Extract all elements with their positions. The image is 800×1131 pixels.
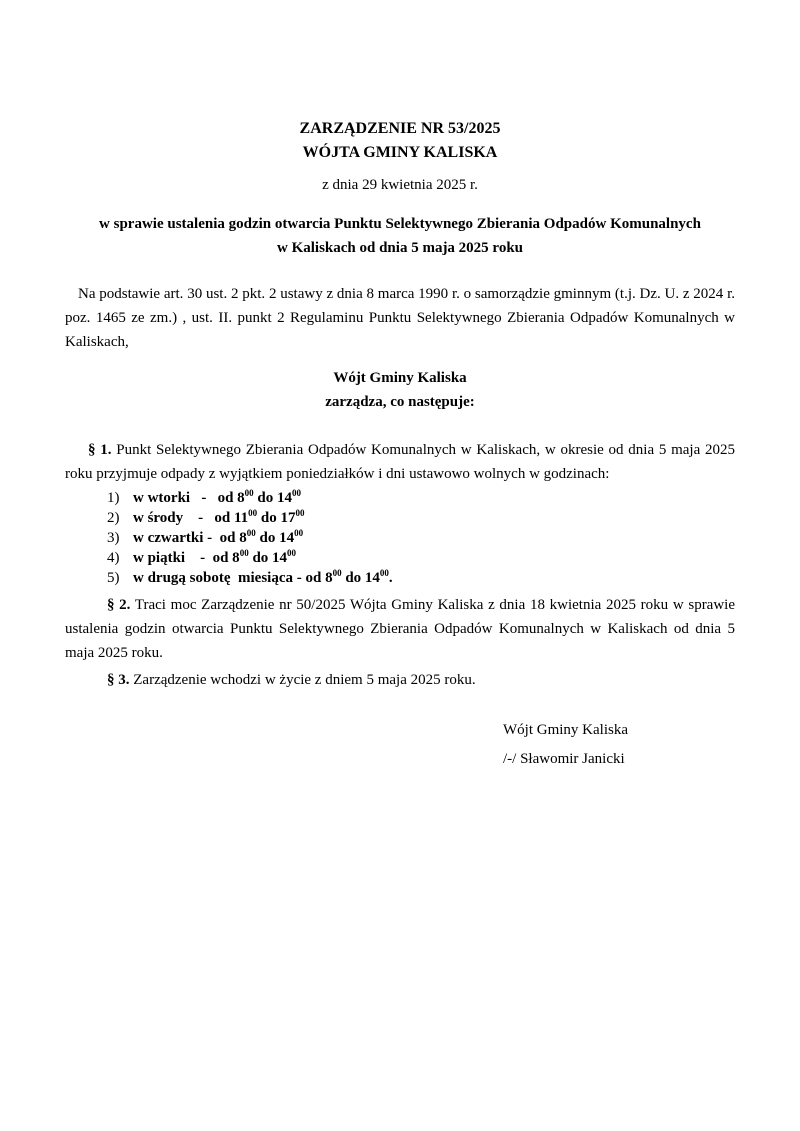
document-subject-line1: w sprawie ustalenia godzin otwarcia Punktu Selektywnego Zbierania Odpadów Komunalnych [99, 216, 701, 232]
hour-superscript: 00 [239, 548, 249, 558]
document-subject [65, 212, 735, 260]
schedule-item-tuesday [107, 488, 735, 508]
hour-superscript: 00 [295, 508, 305, 518]
section-3-number: § 3. [107, 672, 130, 688]
signature-block [503, 718, 735, 771]
section-2-number: § 2. [107, 597, 131, 613]
schedule-item-thursday [107, 528, 735, 548]
section-3-paragraph [65, 668, 735, 692]
section-1-number: § 1. [88, 442, 112, 458]
resolution-intro [65, 366, 735, 414]
document-date: z dnia 29 kwietnia 2025 r. [322, 177, 478, 193]
schedule-item-marker: 4) [107, 550, 120, 566]
schedule-item-wednesday [107, 508, 735, 528]
resolution-intro-line1: Wójt Gminy Kaliska [333, 370, 467, 386]
schedule-item-marker: 1) [107, 490, 120, 506]
schedule-item-marker: 2) [107, 510, 120, 526]
signature-title: Wójt Gminy Kaliska [503, 722, 628, 738]
document-title-line1: ZARZĄDZENIE NR 53/2025 [299, 120, 501, 137]
schedule-item-second-saturday [107, 568, 735, 588]
hour-superscript: 00 [287, 548, 297, 558]
schedule-item-marker: 3) [107, 530, 120, 546]
section-1-paragraph [65, 438, 735, 486]
document-title-line2: WÓJTA GMINY KALISKA [302, 144, 498, 161]
section-3-text: Zarządzenie wchodzi w życie z dniem 5 maja 2025 roku. [129, 672, 476, 688]
hour-superscript: 00 [246, 528, 256, 538]
schedule-item-text: w czwartki - od $8^{00}$ do $14^{00}$ [133, 528, 304, 546]
signature-name: /-/ Sławomir Janicki [503, 751, 625, 767]
schedule-item-marker: 5) [107, 570, 120, 586]
schedule-item-text: w piątki - od $8^{00}$ do $14^{00}$ [133, 548, 297, 566]
hour-superscript: 00 [292, 488, 302, 498]
hour-superscript: 00 [332, 568, 342, 578]
legal-basis-paragraph: Na podstawie art. 30 ust. 2 pkt. 2 ustawy z dnia 8 marca 1990 r. o samorządzie gminnym (t.j. Dz. U. z 2024 r. poz. 1465 ze zm.) , ust. II. punkt 2 Regulaminu Punktu Selektywnego Zbierania Odpadów Komunalnych w Kaliskach, [65, 286, 735, 350]
schedule-item-friday [107, 548, 735, 568]
document-subject-line2: w Kaliskach od dnia 5 maja 2025 roku [276, 240, 524, 256]
schedule-item-text: w wtorki - od $8^{00}$ do $14^{00}$ [133, 488, 302, 506]
schedule-item-text: w środy - od $11^{00}$ do $17^{00}$ [133, 508, 305, 526]
section-2-paragraph [65, 593, 735, 665]
document-title [65, 117, 735, 165]
hour-superscript: 00 [294, 528, 304, 538]
hour-superscript: 00 [244, 488, 254, 498]
hour-superscript: 00 [248, 508, 258, 518]
section-1-text: Punkt Selektywnego Zbierania Odpadów Komunalnych w Kaliskach, w okresie od dnia 5 maja 2025 roku przyjmuje odpady z wyjątkiem poniedziałków i dni ustawowo wolnych w godzinach: [65, 442, 736, 482]
schedule-item-text: w drugą sobotę miesiąca - od $8^{00}$ do $14^{00}$. [133, 568, 393, 586]
schedule-list [107, 488, 735, 588]
section-2-text: Traci moc Zarządzenie nr 50/2025 Wójta Gminy Kaliska z dnia 18 kwietnia 2025 roku w sprawie ustalenia godzin otwarcia Punktu Selektywnego Zbierania Odpadów Komunalnych w Kaliskach od dnia 5 maja 2025 roku. [65, 597, 736, 661]
hour-superscript: 00 [379, 568, 389, 578]
resolution-intro-line2: zarządza, co następuje: [325, 394, 475, 410]
